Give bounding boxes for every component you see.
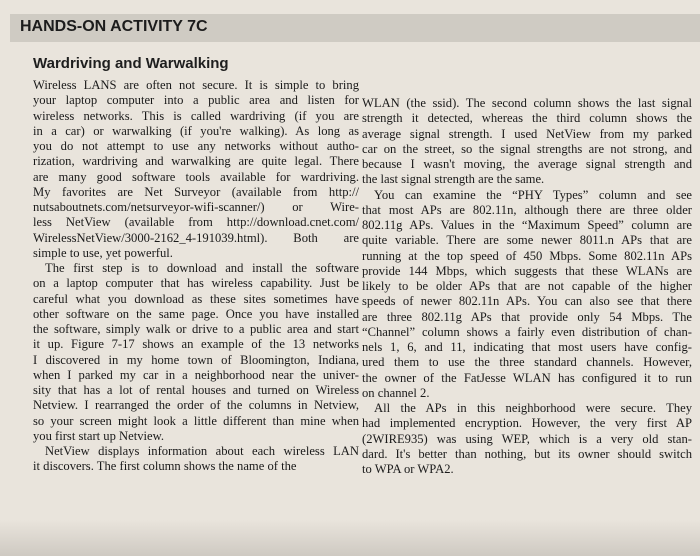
text-line: average signal strength. I used NetView from my parked: [362, 126, 692, 141]
text-line: simple to use, yet powerful.: [33, 245, 173, 260]
right-text-column: [362, 96, 692, 477]
text-line: NetView displays information about each wireless LAN: [45, 444, 359, 458]
text-line: You can examine the “PHY Types” column and see: [374, 187, 692, 202]
text-line: careful what you download as these sites sometimes have: [33, 291, 359, 306]
text-line: strength it detected, whereas the third column shows the: [362, 111, 692, 126]
text-line: provide 144 Mbps, which suggests that these WLANs are: [362, 263, 692, 278]
text-line: your laptop computer into a public area and listen for: [33, 93, 359, 108]
text-line: on a laptop computer that has wireless capability. Just be: [33, 276, 359, 291]
activity-heading: HANDS-ON ACTIVITY 7C: [20, 18, 208, 35]
text-line: “Channel” column shows a fairly even distribution of chan-: [362, 324, 692, 339]
page-shadow: [0, 520, 700, 556]
text-line: nutsaboutnets.com/netsurveyor-wifi-scanner/) or Wire-: [33, 200, 359, 214]
text-line: Netview. I rearranged the order of the columns in Netview,: [33, 398, 359, 413]
text-line: because I wasn't moving, the average signal strength and: [362, 157, 692, 171]
text-line: less NetView (available from http://download.cnet.com/: [33, 215, 359, 230]
text-line: when I parked my car in a neighborhood near the univer-: [33, 367, 359, 382]
text-line: All the APs in this neighborhood were secure. They: [374, 401, 692, 415]
text-line: it discovers. The first column shows the name of the: [33, 459, 297, 474]
text-line: on channel 2.: [362, 385, 430, 400]
text-line: it up. Figure 7-17 shows an example of the 13 networks: [33, 337, 359, 352]
text-line: sity that has a lot of rental houses and turned on Wireless: [33, 383, 359, 397]
text-line: (2WIRE935) was using WEP, which is a very old stan-: [362, 431, 692, 446]
text-line: speeds of newer 802.11n APs. You can also see that there: [362, 294, 692, 309]
text-line: other software on the same page. Once you have installed: [33, 306, 359, 321]
text-line: the software, simply walk or drive to a public area and start: [33, 322, 359, 336]
text-line: rization, wardriving and warwalking are quite legal. There: [33, 154, 359, 169]
text-line: car on the street, so the signal strengths are not strong, and: [362, 141, 692, 156]
text-line: wireless networks. This is called wardriving (if you are: [33, 108, 359, 123]
text-line: the last signal strength are the same.: [362, 172, 545, 187]
text-line: dard. It's better than nothing, but its owner should switch: [362, 446, 692, 461]
text-line: I discovered in my home town of Bloomington, Indiana,: [33, 352, 359, 367]
text-line: The first step is to download and install the software: [45, 261, 359, 275]
text-line: that most APs are 802.11n, although there are three older: [362, 202, 692, 217]
text-line: quite variable. There are some newer 8011.n APs that are: [362, 233, 692, 248]
text-line: in a car) or warwalking (if you're walking). As long as: [33, 123, 359, 138]
text-line: My favorites are Net Surveyor (available from http://: [33, 184, 359, 199]
text-line: so your screen might look a little different than mine when: [33, 413, 359, 428]
text-line: ured them to use the three standard channels. However,: [362, 355, 692, 370]
text-line: you do not attempt to use any networks without autho-: [33, 139, 359, 153]
text-line: the owner of the FatJesse WLAN has configured it to run: [362, 370, 692, 385]
text-line: you first start up Netview.: [33, 428, 165, 443]
text-line: nels 1, 6, and 11, indicating that most users have config-: [362, 340, 692, 354]
text-line: WLAN (the ssid). The second column shows the last signal: [362, 96, 692, 110]
text-line: to WPA or WPA2.: [362, 462, 454, 476]
text-line: WirelessNetView/3000-2162_4-191039.html). Both are: [33, 230, 359, 245]
text-line: running at the top speed of 450 Mbps. Some 802.11n APs: [362, 248, 692, 263]
text-line: likely to be older APs that are not capable of the higher: [362, 279, 692, 293]
text-line: 802.11g APs. Values in the “Maximum Speed” column are: [362, 218, 692, 232]
section-title: Wardriving and Warwalking: [33, 55, 229, 72]
text-line: had implemented encryption. However, the very first AP: [362, 416, 692, 431]
left-text-column: [33, 78, 359, 475]
text-line: are many good software tools available for wardriving.: [33, 169, 359, 184]
text-line: Wireless LANS are often not secure. It is simple to bring: [33, 78, 359, 92]
text-line: are three 802.11g APs that provide only 54 Mbps. The: [362, 309, 692, 324]
